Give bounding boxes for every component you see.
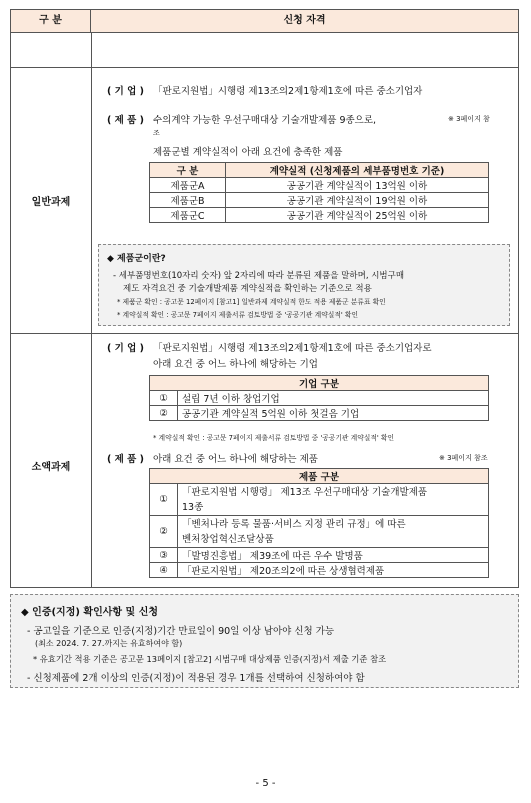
- table-cell: ②: [150, 516, 178, 548]
- row-divider: [11, 333, 518, 334]
- table-row: [150, 548, 489, 563]
- table-cell: ③: [150, 548, 178, 563]
- table-cell: 공공기관 계약실적이 13억원 이하: [226, 178, 489, 193]
- contract-table-header-record: 계약실적 (신청제품의 세부품명번호 기준): [226, 163, 489, 178]
- product-row-line: 「판로지원법 시행령」 제13조 우선구매대상 기술개발제품: [182, 486, 428, 498]
- page-number: - 5 -: [255, 778, 276, 789]
- general-product-tag: ( 제 품 ): [107, 115, 144, 126]
- small-product-text: 아래 요건 중 어느 하나에 해당하는 제품: [153, 454, 318, 465]
- company-note: * 계약실적 확인 : 공고문 7페이지 제출서류 검토방법 중 '공공기관 계약실적' 확인: [153, 434, 395, 442]
- row-divider: [11, 67, 518, 68]
- notice-title: ◆ 인증(지정) 확인사항 및 신청: [21, 607, 159, 618]
- table-cell: 설립 7년 이하 창업기업: [178, 391, 489, 406]
- table-cell: [178, 516, 489, 548]
- table-header: [11, 10, 518, 33]
- table-cell: 제품군B: [150, 193, 226, 208]
- table-cell: 공공기관 계약실적 5억원 이하 첫걸음 기업: [178, 406, 489, 421]
- table-cell: 제품군C: [150, 208, 226, 223]
- eligibility-table: [10, 9, 519, 588]
- product-row-line: 13종: [182, 501, 204, 513]
- general-contract-table: [149, 162, 489, 223]
- general-product-text2: 제품군별 계약실적이 아래 요건에 충족한 제품: [153, 147, 343, 158]
- general-product-text: 수의계약 가능한 우선구매대상 기술개발제품 9종으로,: [153, 115, 377, 126]
- small-company-text: 「판로지원법」시행령 제13조의2제1항제1호에 따른 중소기업자로: [153, 343, 432, 354]
- small-product-tag: ( 제 품 ): [107, 454, 144, 465]
- contract-table-header-type: 구 분: [150, 163, 226, 178]
- general-product-ref: ※ 3페이지 참: [448, 115, 490, 123]
- table-cell: 공공기관 계약실적이 25억원 이하: [226, 208, 489, 223]
- notice-line: (최소 2024. 7. 27.까지는 유효하여야 함): [35, 639, 183, 648]
- note-line: * 계약실적 확인 : 공고문 7페이지 제출서류 검토방법 중 '공공기관 계약실적' 확인: [117, 311, 359, 319]
- note-line: 제도 자격요건 중 기술개발제품 계약실적을 확인하는 기준으로 적용: [123, 284, 372, 294]
- company-table-header: 기업 구분: [150, 376, 489, 391]
- product-table-header: 제품 구분: [150, 469, 489, 484]
- small-task-label: 소액과제: [31, 462, 71, 473]
- header-qualification: 신청 자격: [283, 15, 326, 26]
- small-product-ref: ※ 3페이지 참조: [439, 454, 488, 462]
- table-cell: ②: [150, 406, 178, 421]
- table-row: [150, 563, 489, 578]
- product-group-note: [98, 244, 510, 326]
- table-cell: 「판로지원법」 제20조의2에 따른 상생협력제품: [178, 563, 489, 578]
- certification-notice: [10, 594, 519, 688]
- small-company-tag: ( 기 업 ): [107, 343, 144, 354]
- table-cell: ①: [150, 484, 178, 516]
- product-row-line: 벤처창업혁신조달상품: [182, 533, 274, 545]
- notice-line: - 공고일을 기준으로 인증(지정)기간 만료일이 90일 이상 남아야 신청 가능: [27, 626, 335, 637]
- table-row: [150, 516, 489, 548]
- table-cell: 공공기관 계약실적이 19억원 이하: [226, 193, 489, 208]
- table-cell: ④: [150, 563, 178, 578]
- table-row: [150, 178, 489, 193]
- small-company-text2: 아래 요건 중 어느 하나에 해당하는 기업: [153, 359, 318, 370]
- table-cell: [178, 484, 489, 516]
- general-company-text: 「판로지원법」시행령 제13조의2제1항제1호에 따른 중소기업자: [153, 86, 423, 97]
- general-company-tag: ( 기 업 ): [107, 86, 144, 97]
- table-row: [150, 484, 489, 516]
- header-category: 구 분: [11, 10, 91, 32]
- table-row: [150, 193, 489, 208]
- table-cell: 「발명진흥법」 제39조에 따른 우수 발명품: [178, 548, 489, 563]
- general-product-ref-cont: 조: [153, 129, 160, 137]
- table-row: [150, 208, 489, 223]
- table-cell: ①: [150, 391, 178, 406]
- notice-line: - 신청제품에 2개 이상의 인증(지정)이 적용된 경우 1개를 선택하여 신청하여야 함: [27, 673, 365, 684]
- general-task-label: 일반과제: [31, 197, 71, 208]
- company-type-table: [149, 375, 489, 421]
- note-line: * 제품군 확인 : 공고문 12페이지 [참고1] 일반과제 계약실적 한도 적용 제품군 분류표 확인: [117, 298, 386, 306]
- product-row-line: 「벤처나라 등록 물품·서비스 지정 관리 규정」에 따른: [182, 518, 406, 530]
- table-cell: 제품군A: [150, 178, 226, 193]
- table-row: [150, 406, 489, 421]
- notice-line: * 유효기간 적용 기준은 공고문 13페이지 [참고2] 시범구매 대상제품 인증(지정)서 제출 기준 참조: [33, 654, 387, 664]
- product-type-table: [149, 468, 489, 578]
- column-divider: [91, 32, 92, 587]
- note-line: - 세부품명번호(10자리 숫자) 앞 2자리에 따라 분류된 제품을 말하며, 시범구매: [113, 271, 405, 281]
- note-title: ◆ 제품군이란?: [107, 254, 166, 264]
- table-row: [150, 391, 489, 406]
